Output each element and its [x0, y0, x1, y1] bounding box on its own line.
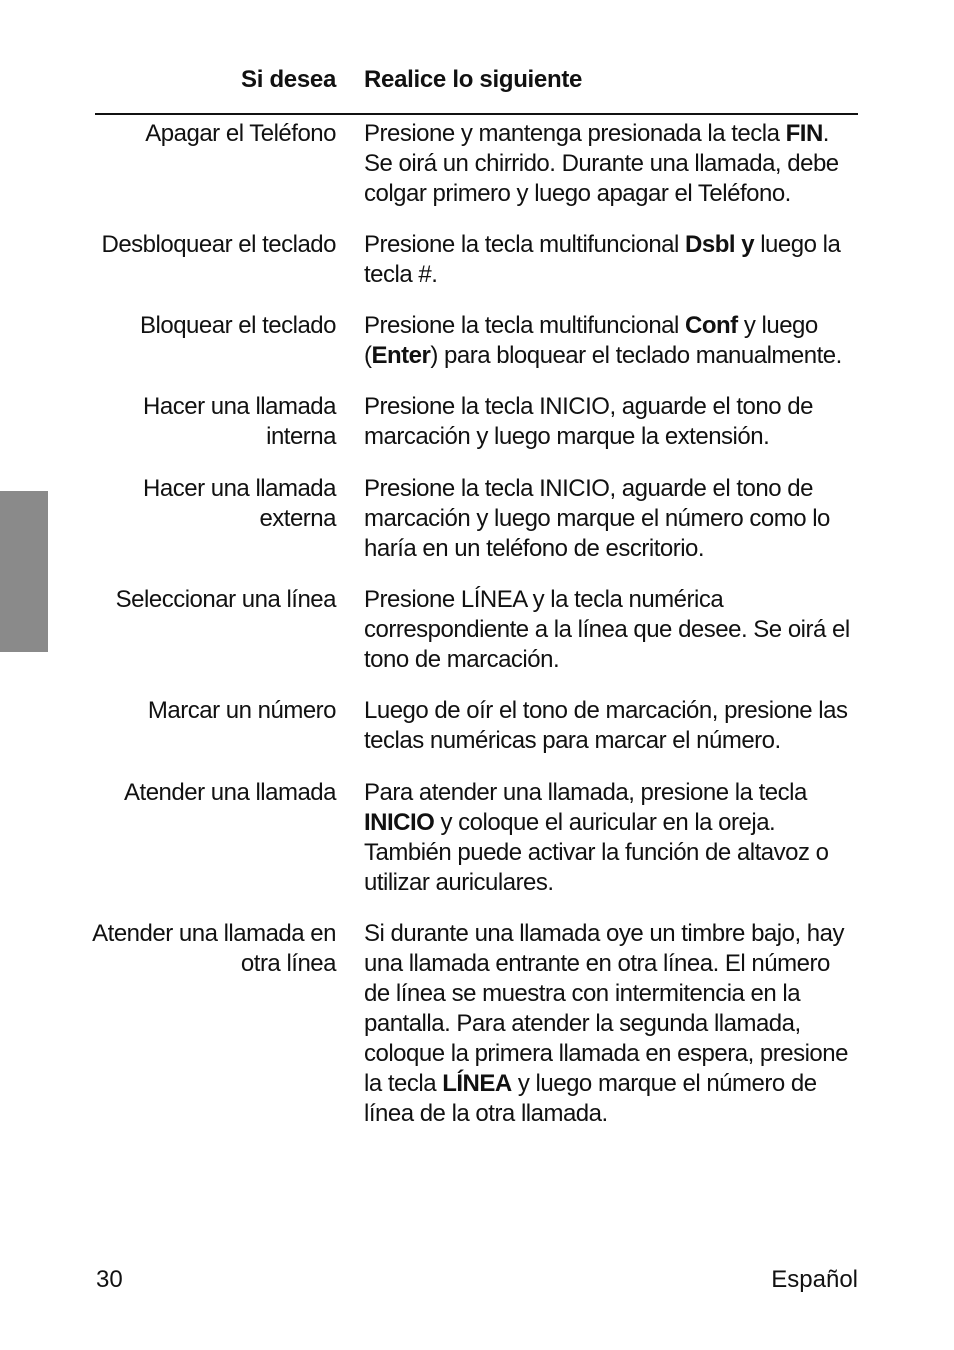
row-label: Bloquear el teclado — [140, 312, 336, 339]
row-description — [364, 696, 850, 756]
table-header — [0, 66, 954, 106]
key-name: Enter — [371, 342, 431, 369]
description-text: y luego ( — [364, 312, 818, 369]
description-text: y luego marque el número de línea de la otra llamada. — [364, 1070, 817, 1127]
description-text: Para atender una llamada, presione la tecla — [364, 779, 807, 806]
description-text: Presione la tecla INICIO, aguarde el tono de marcación y luego marque el número como lo haría en un teléfono de escritorio. — [364, 475, 830, 562]
description-text: Presione la tecla multifuncional — [364, 231, 686, 258]
row-description — [364, 919, 850, 1129]
description-text: Si durante una llamada oye un timbre bajo, hay una llamada entrante en otra línea. El número de línea se muestra con intermitencia en la pantalla. Para atender la segunda llamada, coloque la primera llamada en espera, presione la tecla — [364, 920, 848, 1097]
row-label: Marcar un número — [147, 697, 336, 724]
header-col-si-desea: Si desea — [241, 66, 336, 93]
row-description — [364, 778, 850, 898]
header-rule — [95, 113, 858, 115]
description-text: Presione LÍNEA y la tecla numérica correspondiente a la línea que desee. Se oirá el tono de marcación. — [364, 586, 850, 673]
row-label: Atender una llamada — [124, 779, 336, 806]
row-label: Hacer una llamada interna — [143, 393, 336, 450]
description-text: ) para bloquear el teclado manualmente. — [430, 342, 842, 369]
description-text: y coloque el auricular en la oreja. También puede activar la función de altavoz o utilizar auriculares. — [364, 809, 829, 896]
footer-language: Español — [771, 1266, 858, 1293]
section-tab — [0, 491, 48, 652]
row-description — [364, 392, 850, 452]
key-name: INICIO — [364, 809, 435, 836]
row-label: Desbloquear el teclado — [101, 231, 336, 258]
row-label: Atender una llamada en otra línea — [92, 920, 336, 977]
row-description — [364, 585, 850, 675]
row-label: Seleccionar una línea — [115, 586, 336, 613]
description-text: . Se oirá un chirrido. Durante una llamada, debe colgar primero y luego apagar el Teléfono. — [364, 120, 839, 207]
key-name: Conf — [685, 312, 738, 339]
description-text: Luego de oír el tono de marcación, presione las teclas numéricas para marcar el número. — [364, 697, 848, 754]
key-name: LÍNEA — [442, 1070, 512, 1097]
row-description — [364, 230, 850, 290]
description-text: Presione la tecla multifuncional — [364, 312, 686, 339]
row-description — [364, 119, 850, 209]
key-name: FIN — [785, 120, 823, 147]
description-text: luego la tecla #. — [364, 231, 841, 288]
row-description — [364, 474, 850, 564]
row-description — [364, 311, 850, 371]
description-text: Presione la tecla INICIO, aguarde el tono de marcación y luego marque la extensión. — [364, 393, 813, 450]
header-col-realice: Realice lo siguiente — [364, 66, 583, 93]
page-number: 30 — [96, 1266, 123, 1293]
key-name: Dsbl y — [685, 231, 755, 258]
row-label: Apagar el Teléfono — [145, 120, 336, 147]
row-label: Hacer una llamada externa — [143, 475, 336, 532]
description-text: Presione y mantenga presionada la tecla — [364, 120, 786, 147]
